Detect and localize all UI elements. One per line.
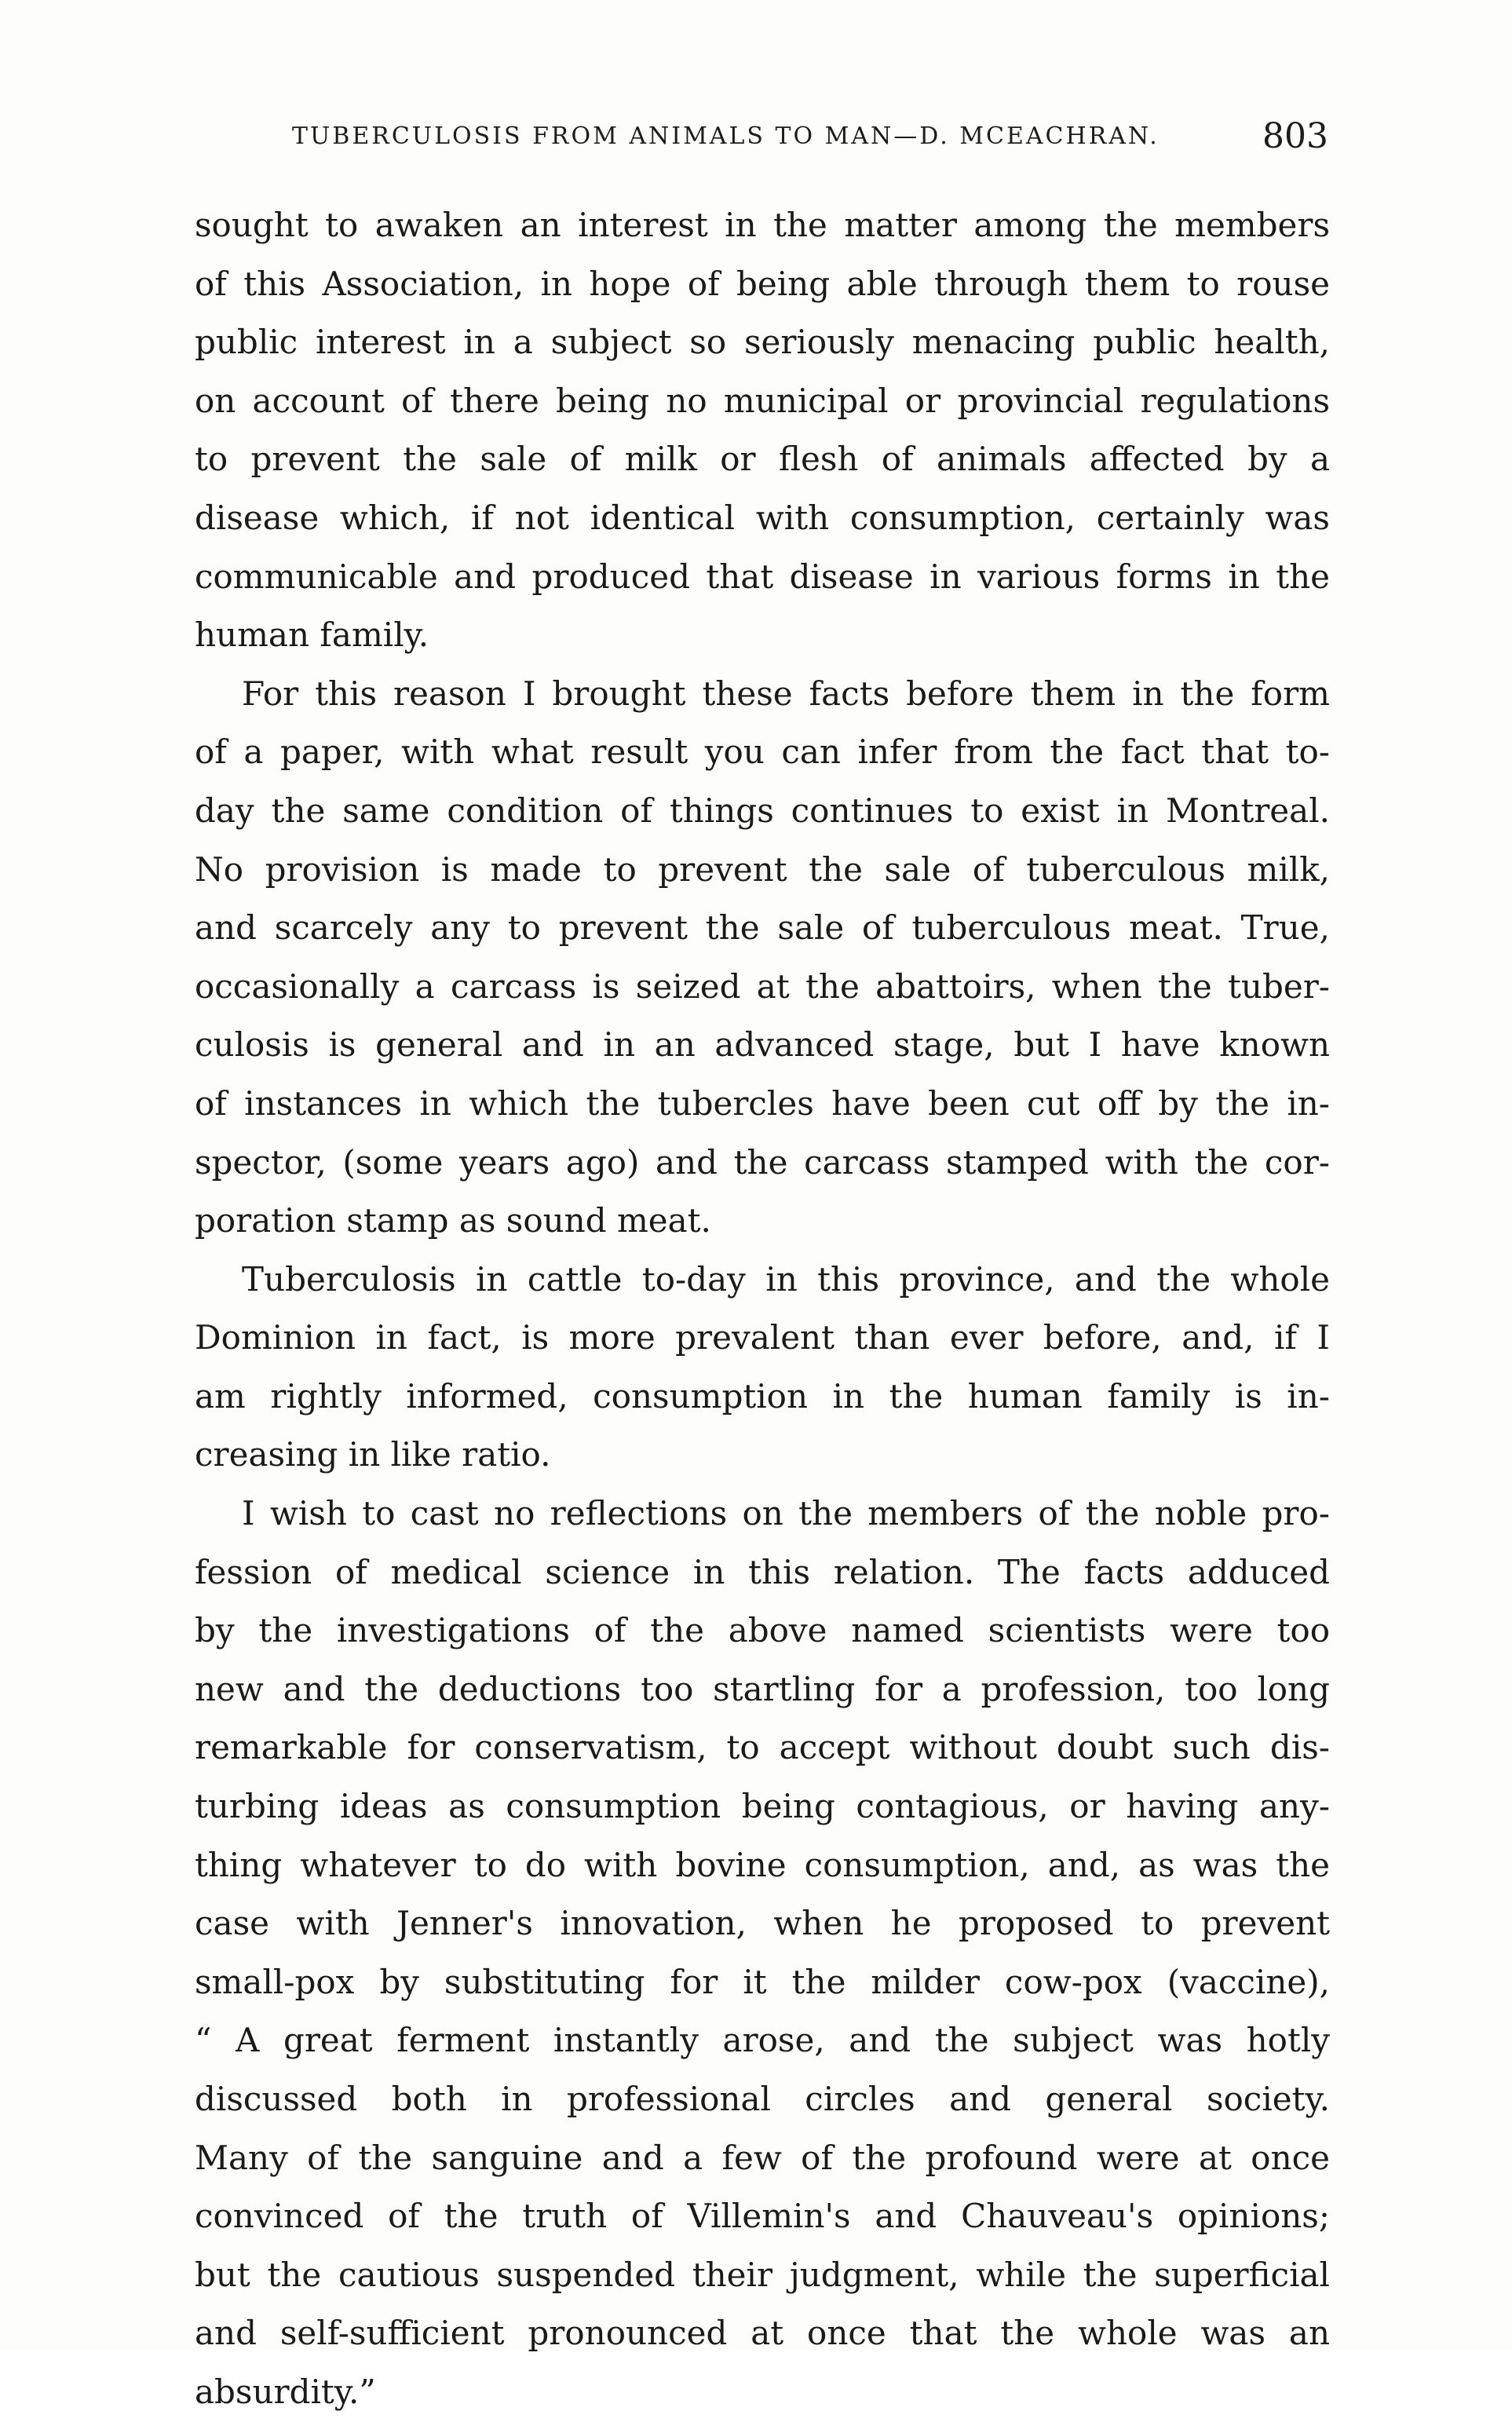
text-line: public interest in a subject so seriously menacing public health, [195,323,1330,362]
text-line: poration stamp as sound meat. [195,1201,711,1240]
text-line: day the same condition of things continues to exist in Montreal. [195,791,1330,830]
body-text [195,196,1330,2422]
text-line: occasionally a carcass is seized at the abattoirs, when the tuber- [195,966,1330,1006]
text-line: but the cautious suspended their judgment, while the superficial [195,2255,1330,2294]
text-line: I wish to cast no reflections on the members of the noble pro- [242,1494,1330,1533]
text-line: small-pox by substituting for it the milder cow-pox (vaccine), [195,1962,1330,2001]
text-line: communicable and produced that disease in various forms in the [195,557,1330,596]
text-line: creasing in like ratio. [195,1435,551,1474]
running-title: TUBERCULOSIS FROM ANIMALS TO MAN—D. MCEACHRAN. [292,122,1160,150]
text-line: “ A great ferment instantly arose, and the subject was hotly [195,2021,1330,2060]
text-line: For this reason I brought these facts before them in the form [242,674,1330,713]
text-line: of a paper, with what result you can infer from the fact that to- [195,732,1330,772]
text-line: spector, (some years ago) and the carcass stamped with the cor- [195,1142,1330,1182]
text-line: convinced of the truth of Villemin's and Chauveau's opinions; [195,2197,1330,2236]
text-line: No provision is made to prevent the sale of tuberculous milk, [195,849,1330,889]
text-line: Many of the sanguine and a few of the profound were at once [195,2138,1330,2177]
text-line: Tuberculosis in cattle to-day in this province, and the whole [242,1259,1330,1299]
text-line: by the investigations of the above named scientists were too [195,1611,1330,1650]
text-line: fession of medical science in this relation. The facts adduced [195,1552,1330,1591]
text-line: remarkable for conservatism, to accept without doubt such dis- [195,1728,1330,1767]
text-line: culosis is general and in an advanced stage, but I have known [195,1025,1330,1065]
text-line: am rightly informed, consumption in the human family is in- [195,1376,1330,1416]
text-line: new and the deductions too startling for a profession, too long [195,1669,1330,1708]
text-line: discussed both in professional circles and general society. [195,2080,1330,2118]
text-line: absurdity.” [195,2372,376,2411]
text-line: turbing ideas as consumption being contagious, or having any- [195,1787,1330,1826]
page-number: 803 [1262,116,1328,156]
text-line: sought to awaken an interest in the matter among the members [195,206,1330,244]
text-line: of instances in which the tubercles have been cut off by the in- [195,1083,1330,1123]
text-line: disease which, if not identical with consumption, certainly was [195,498,1330,537]
text-line: and scarcely any to prevent the sale of tuberculous meat. True, [195,908,1330,948]
text-line: of this Association, in hope of being able through them to rouse [195,264,1330,303]
text-line: human family. [195,616,429,655]
text-line: Dominion in fact, is more prevalent than ever before, and, if I [195,1318,1330,1357]
text-line: and self-sufficient pronounced at once that the whole was an [195,2314,1330,2353]
running-header [292,116,1328,163]
text-line: to prevent the sale of milk or flesh of animals affected by a [195,440,1330,479]
text-line: thing whatever to do with bovine consumption, and, as was the [195,1845,1330,1884]
text-line: case with Jenner's innovation, when he proposed to prevent [195,1904,1330,1943]
text-line: on account of there being no municipal or provincial regulations [195,381,1330,420]
